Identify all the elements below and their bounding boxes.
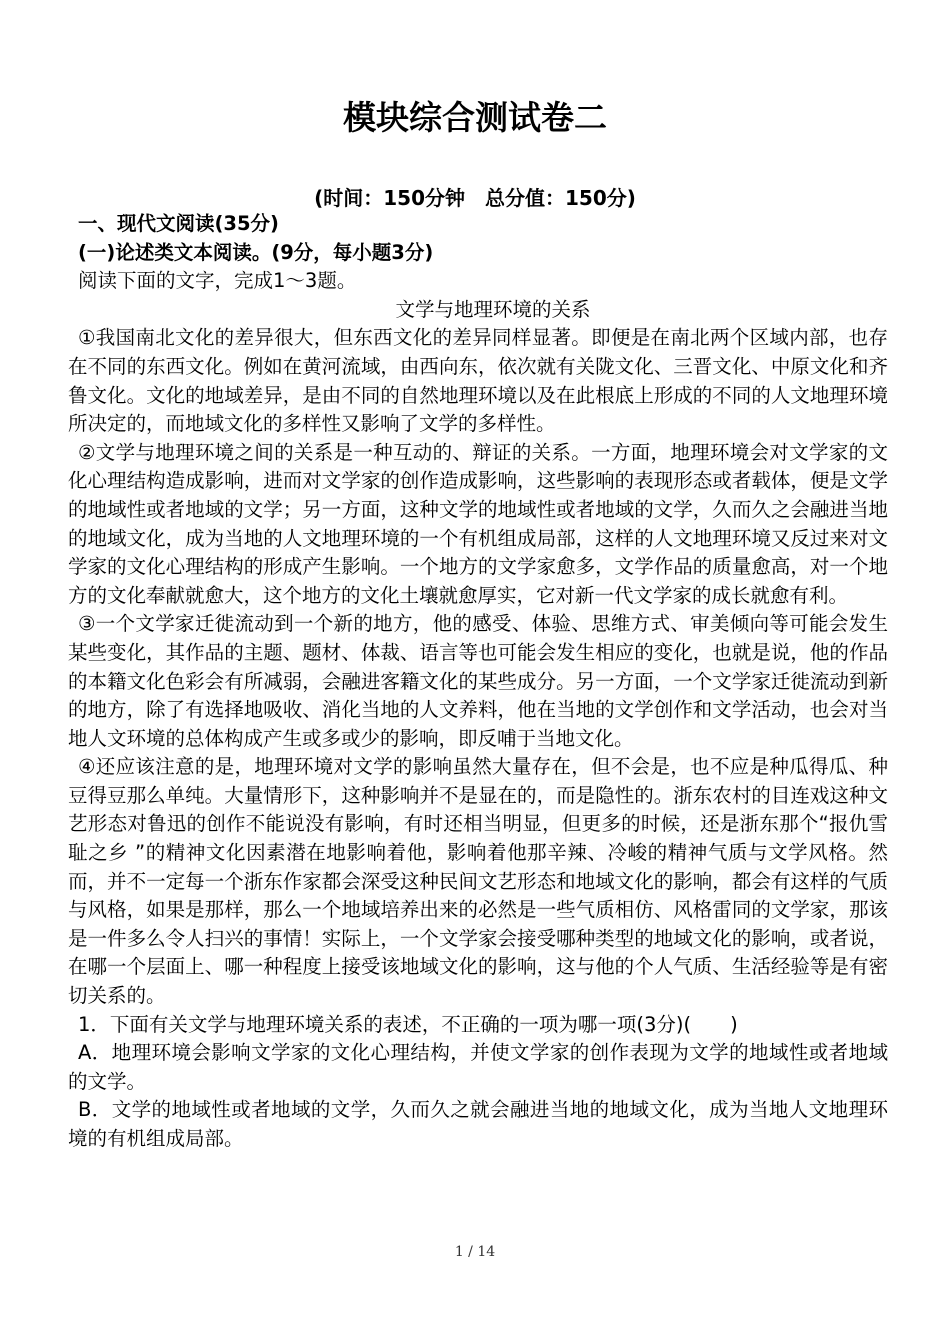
page-number: 1 / 14 <box>454 1244 496 1260</box>
section-heading-reading <box>68 210 888 239</box>
paragraph-3: ③一个文学家迁徙流动到一个新的地方，他的感受、体验、思维方式、审美倾向等可能会发生某些变化，其作品的主题、题材、体裁、语言等也可能会发生相应的变化，也就是说，他的作品的本籍文化色彩会有所减弱，会融进客籍文化的某些成分。另一方面，一个文学家迁徙流动到新的地方，除了有选择地吸收、消化当地的人文养料，他在当地的文学创作和文学活动，也会对当地人文环境的总体构成产生或多或少的影响，即反哺于当地文化。 <box>68 612 888 750</box>
section-heading-text: 一、现代文阅读(35分) <box>78 212 279 235</box>
exam-time-score: (时间：150分钟 总分值：150分) <box>314 186 636 210</box>
option-b: B．文学的地域性或者地域的文学，久而久之就会融进当地的地域文化，成为当地人文地理环境的有机组成局部。 <box>68 1098 888 1150</box>
document-title: 模块综合测试卷二 <box>343 98 607 137</box>
instruction-label: 阅读下面的文字，完成1～3题。 <box>78 269 357 293</box>
article-title-text: 文学与地理环境的关系 <box>395 297 591 321</box>
instruction-text <box>68 267 888 296</box>
paragraph-1: ①我国南北文化的差异很大，但东西文化的差异同样显著。即便是在南北两个区域内部，也存在不同的东西文化。例如在黄河流域，由西向东，依次就有关陇文化、三晋文化、中原文化和齐鲁文化。文化的地域差异，是由不同的自然地理环境以及在此根底上形成的不同的人文地理环境所决定的，而地域文化的多样性又影响了文学的多样性。 <box>68 326 888 436</box>
subsection-heading <box>68 239 888 268</box>
subsection-heading-text: (一)论述类文本阅读。(9分，每小题3分) <box>78 240 434 264</box>
article-title <box>68 296 888 325</box>
document-body <box>68 210 888 1154</box>
paragraph-2: ②文学与地理环境之间的关系是一种互动的、辩证的关系。一方面，地理环境会对文学家的文化心理结构造成影响，进而对文学家的创作造成影响，这些影响的表现形态或者载体，便是文学的地域性或者地域的文学；另一方面，这种文学的地域性或者地域的文学，久而久之会融进当地的地域文化，成为当地的人文地理环境的一个有机组成局部，这样的人文地理环境又反过来对文学家的文化心理结构的形成产生影响。一个地方的文学家愈多，文学作品的质量愈高，对一个地方的文化奉献就愈大，这个地方的文化土壤就愈厚实，它对新一代文学家的成长就愈有利。 <box>68 440 888 607</box>
option-a: A．地理环境会影响文学家的文化心理结构，并使文学家的创作表现为文学的地域性或者地域的文学。 <box>68 1041 888 1093</box>
paragraph-4: ④还应该注意的是，地理环境对文学的影响虽然大量存在，但不会是，也不应是种瓜得瓜、种豆得豆那么单纯。大量情形下，这种影响并不是显在的，而是隐性的。浙东农村的目连戏这种文艺形态对鲁迅的创作不能说没有影响，有时还相当明显，但更多的时候，还是浙东那个“报仇雪耻之乡 ”的精神文化因素潜在地影响着他，影响着他那辛辣、冷峻的精神气质与文学风格。然而，并不一定每一个浙东作家都会深受这种民间文艺形态和地域文化的影响，都会有这样的气质与风格，如果是那样，那么一个地域培养出来的必然是一些气质相仿、风格雷同的文学家，那该是一件多么令人扫兴的事情！实际上，一个文学家会接受哪种类型的地域文化的影响，或者说，在哪一个层面上、哪一种程度上接受该地域文化的影响，这与他的个人气质、生活经验等是有密切关系的。 <box>68 755 888 1008</box>
question-1: 1．下面有关文学与地理环境关系的表述，不正确的一项为哪一项(3分)( ) <box>78 1012 738 1036</box>
